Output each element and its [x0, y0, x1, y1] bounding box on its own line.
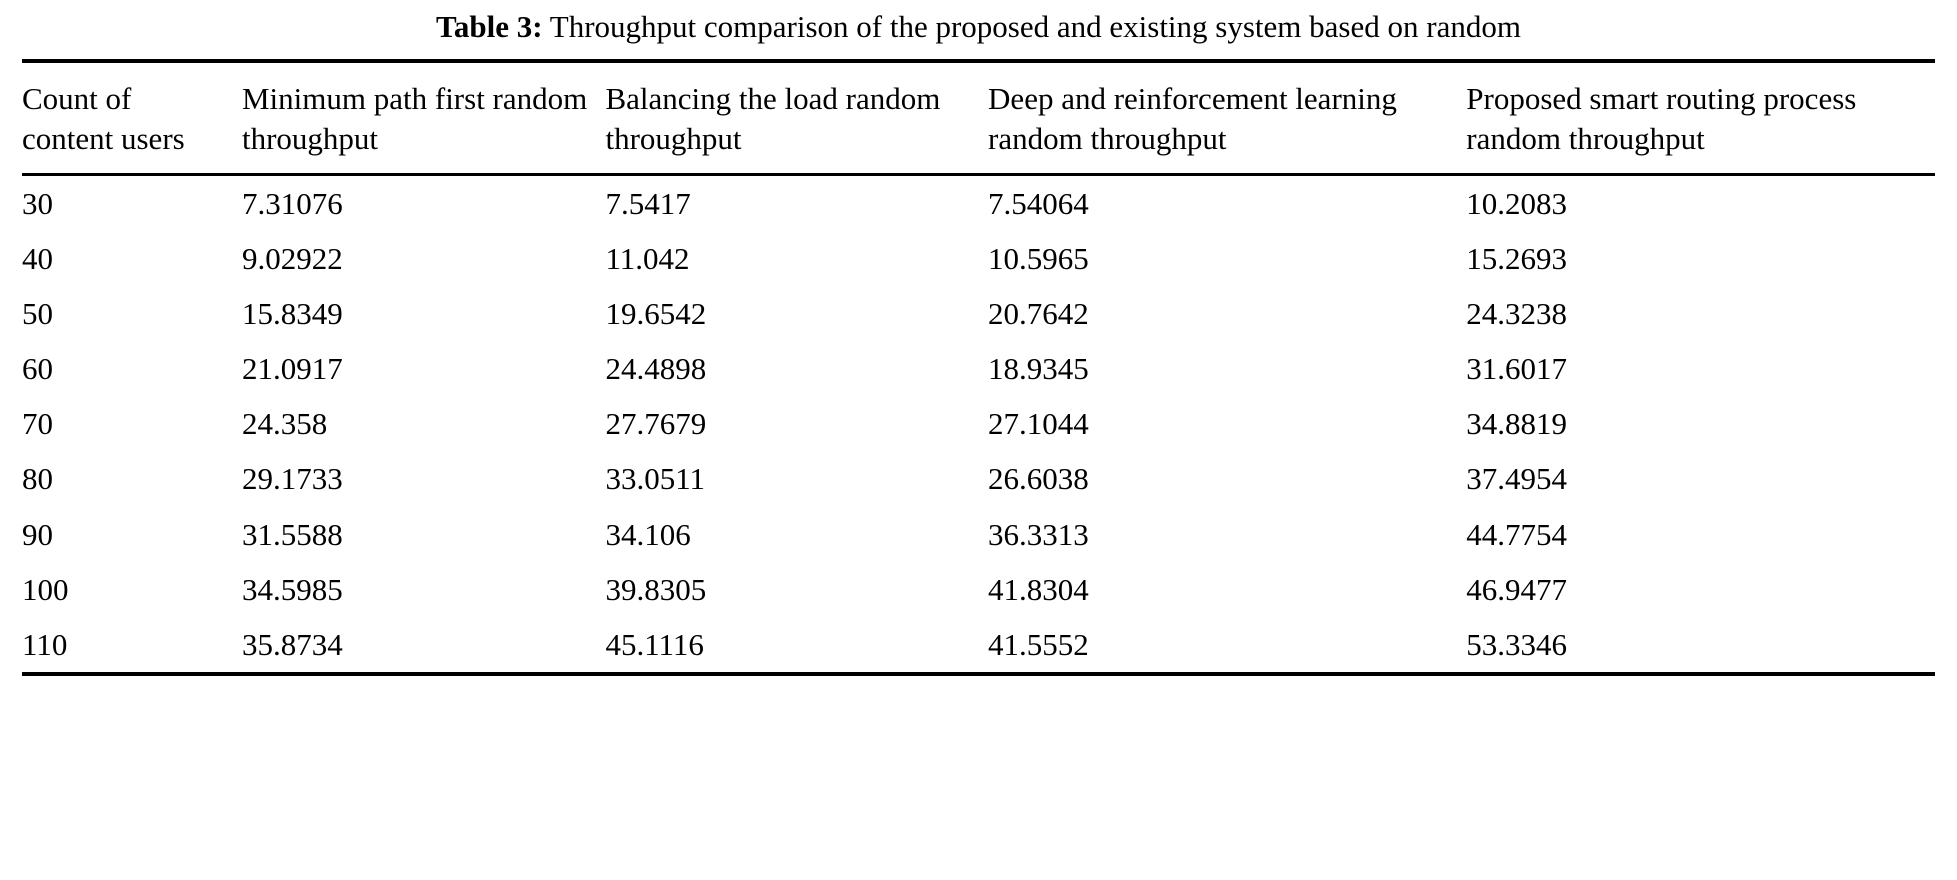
cell-users: 90: [22, 516, 53, 552]
table-row: [22, 286, 1935, 341]
cell-users: 100: [22, 571, 69, 607]
bottom-rule: [22, 672, 1935, 676]
cell-balancing-load: 39.8305: [605, 571, 707, 607]
cell-minimum-path: 21.0917: [241, 351, 343, 387]
cell-deep-reinforcement: 18.9345: [988, 351, 1089, 387]
table-row: [22, 341, 1935, 396]
table-caption: [22, 0, 1935, 59]
cell-deep-reinforcement: 41.5552: [988, 627, 1089, 663]
cell-balancing-load: 7.5417: [605, 185, 691, 221]
column-header-balancing-load: Balancing the load random throughput: [605, 81, 941, 156]
data-table-body: [22, 176, 1935, 673]
cell-balancing-load: 11.042: [605, 240, 690, 276]
cell-minimum-path: 15.8349: [241, 295, 343, 331]
cell-proposed-smart: 31.6017: [1466, 351, 1568, 387]
cell-minimum-path: 31.5588: [241, 516, 343, 552]
cell-balancing-load: 45.1116: [605, 627, 704, 663]
column-header-count: Count of content users: [22, 81, 185, 156]
cell-minimum-path: 9.02922: [241, 240, 343, 276]
cell-proposed-smart: 53.3346: [1466, 627, 1568, 663]
cell-deep-reinforcement: 26.6038: [988, 461, 1089, 497]
table-row: [22, 617, 1935, 672]
cell-proposed-smart: 24.3238: [1466, 295, 1568, 331]
table-row: [22, 176, 1935, 231]
cell-proposed-smart: 10.2083: [1466, 185, 1568, 221]
caption-text: Throughput comparison of the proposed and existing system based on random: [549, 9, 1521, 44]
table-header-row: [22, 63, 1935, 172]
table-row: [22, 451, 1935, 506]
cell-balancing-load: 27.7679: [605, 406, 707, 442]
cell-users: 40: [22, 240, 53, 276]
cell-proposed-smart: 34.8819: [1466, 406, 1568, 442]
cell-users: 80: [22, 461, 53, 497]
cell-balancing-load: 24.4898: [605, 351, 707, 387]
cell-minimum-path: 35.8734: [241, 627, 343, 663]
cell-users: 110: [22, 627, 68, 663]
cell-minimum-path: 29.1733: [241, 461, 343, 497]
cell-users: 30: [22, 185, 53, 221]
cell-balancing-load: 33.0511: [605, 461, 706, 497]
cell-proposed-smart: 37.4954: [1466, 461, 1568, 497]
cell-users: 60: [22, 351, 53, 387]
table-row: [22, 231, 1935, 286]
table-row: [22, 396, 1935, 451]
cell-deep-reinforcement: 10.5965: [988, 240, 1089, 276]
cell-users: 50: [22, 295, 53, 331]
cell-deep-reinforcement: 7.54064: [988, 185, 1089, 221]
cell-deep-reinforcement: 27.1044: [988, 406, 1089, 442]
table-row: [22, 507, 1935, 562]
cell-proposed-smart: 15.2693: [1466, 240, 1568, 276]
data-table: [22, 63, 1935, 172]
cell-proposed-smart: 44.7754: [1466, 516, 1568, 552]
column-header-minimum-path-first: Minimum path first random throughput: [241, 81, 588, 156]
caption-label: Table 3:: [436, 9, 543, 44]
column-header-proposed-smart-routing: Proposed smart routing process random throughput: [1466, 81, 1857, 156]
table-row: [22, 562, 1935, 617]
cell-proposed-smart: 46.9477: [1466, 571, 1568, 607]
cell-balancing-load: 19.6542: [605, 295, 707, 331]
cell-minimum-path: 24.358: [241, 406, 328, 442]
cell-deep-reinforcement: 41.8304: [988, 571, 1089, 607]
cell-balancing-load: 34.106: [605, 516, 691, 552]
cell-deep-reinforcement: 36.3313: [988, 516, 1089, 552]
cell-minimum-path: 7.31076: [241, 185, 343, 221]
column-header-deep-reinforcement: Deep and reinforcement learning random throughput: [988, 81, 1397, 156]
cell-users: 70: [22, 406, 53, 442]
cell-minimum-path: 34.5985: [241, 571, 343, 607]
cell-deep-reinforcement: 20.7642: [988, 295, 1089, 331]
